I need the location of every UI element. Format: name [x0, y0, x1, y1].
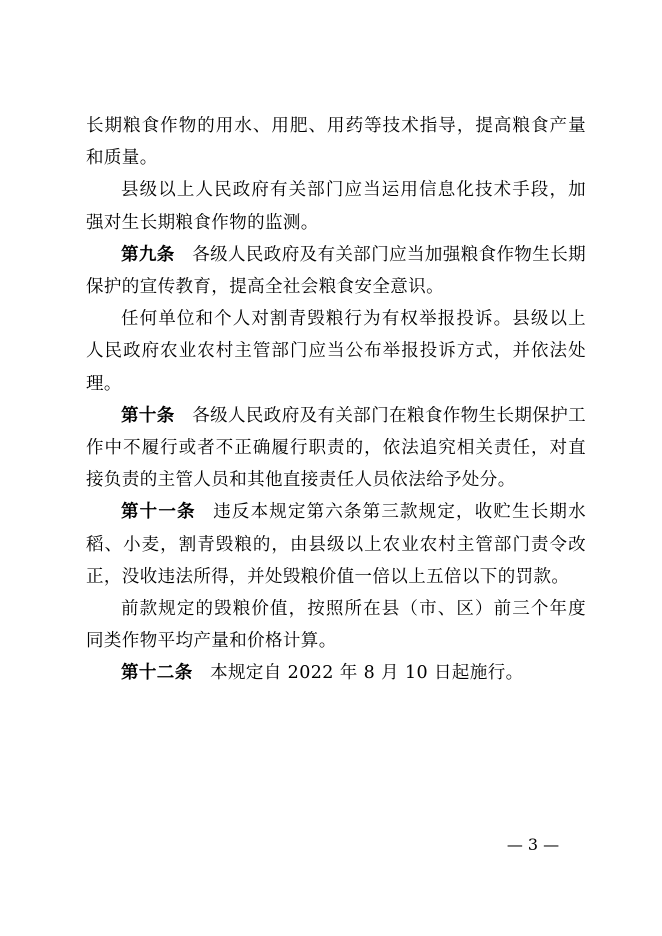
article-12: [86, 657, 586, 689]
regulation-body: [86, 110, 586, 690]
page-number: — 3 —: [506, 835, 560, 854]
paragraph-text: 本规定自 2022 年 8 月 10 日起施行。: [210, 663, 524, 684]
article-label: 第九条: [121, 244, 175, 265]
article-9: [86, 239, 586, 303]
paragraph-text: 违反本规定第六条第三款规定，收贮生长期水稻、小麦，割青毁粮的，由县级以上农业农村主管部门责令改正，没收违法所得，并处毁粮价值一倍以上五倍以下的罚款。: [86, 502, 586, 587]
article-label: 第十条: [121, 405, 175, 426]
paragraph-text: 各级人民政府及有关部门在粮食作物生长期保护工作中不履行或者不正确履行职责的，依法追究相关责任，对直接负责的主管人员和其他直接责任人员依法给予处分。: [86, 405, 587, 491]
article-label: 第十二条: [121, 663, 193, 684]
paragraph-continuation: [86, 110, 586, 174]
paragraph-text: 各级人民政府及有关部门应当加强粮食作物生长期保护的宣传教育，提高全社会粮食安全意识。: [86, 244, 587, 298]
paragraph-text: 任何单位和个人对割青毁粮行为有权举报投诉。县级以上人民政府农业农村主管部门应当公布举报投诉方式，并依法处理。: [86, 309, 586, 394]
paragraph-text: 长期粮食作物的用水、用肥、用药等技术指导，提高粮食产量和质量。: [86, 116, 586, 169]
article-label: 第十一条: [121, 502, 196, 523]
paragraph: [86, 174, 586, 238]
article-11: [86, 496, 586, 593]
paragraph-text: 前款规定的毁粮价值，按照所在县（市、区）前三个年度同类作物平均产量和价格计算。: [86, 599, 586, 652]
article-10: [86, 400, 586, 497]
paragraph-text: 县级以上人民政府有关部门应当运用信息化技术手段，加强对生长期粮食作物的监测。: [86, 180, 586, 233]
paragraph: [86, 303, 586, 400]
paragraph: [86, 593, 586, 657]
